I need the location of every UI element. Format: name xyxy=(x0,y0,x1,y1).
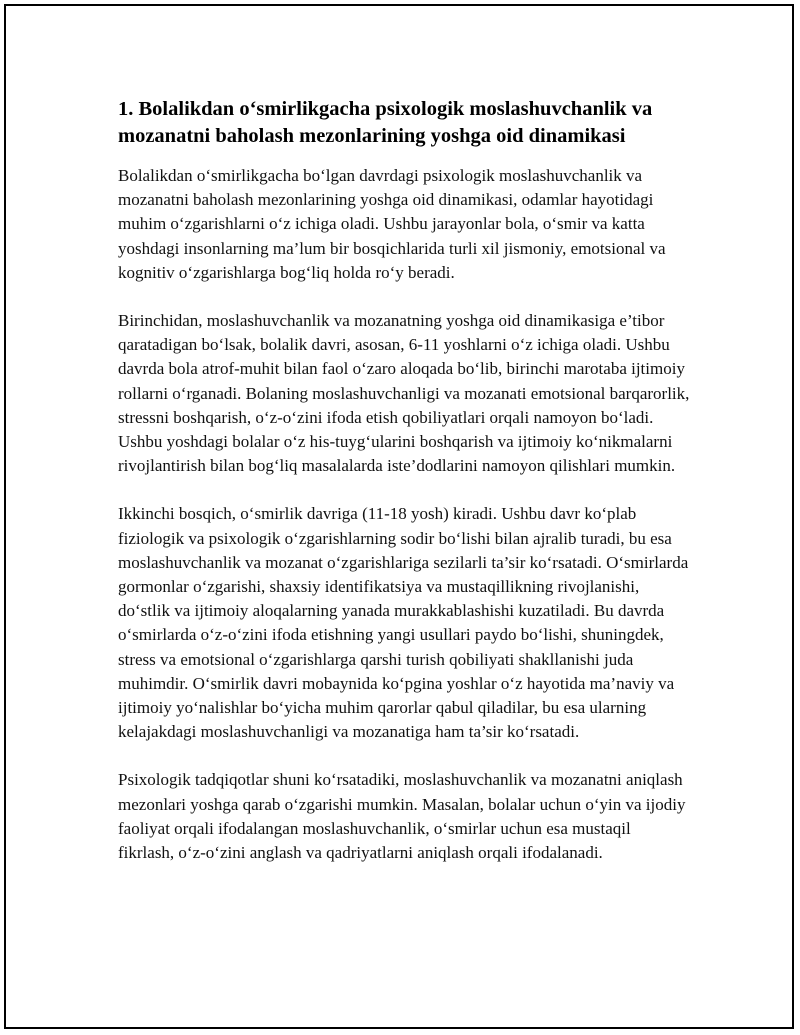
paragraph-research: Psixologik tadqiqotlar shuni ko‘rsatadiki, moslashuvchanlik va mozanatni aniqlash mezonlari yoshga qarab o‘zgarishi mumkin. Masalan, bolalar uchun o‘yin va ijodiy faoliyat orqali ifodalangan moslashuvchanlik, o‘smirlar uchun esa mustaqil fikrlash, o‘z-o‘zini anglash va qadriyatlarni aniqlash orqali ifodalanadi. xyxy=(118,770,686,863)
paragraph-childhood: Birinchidan, moslashuvchanlik va mozanatning yoshga oid dinamikasiga e’tibor qaratadigan bo‘lsak, bolalik davri, asosan, 6-11 yoshlarni o‘z ichiga oladi. Ushbu davrda bola atrof-muhit bilan faol o‘zaro aloqada bo‘lib, birinchi marotaba ijtimoiy rollarni o‘rganadi. Bolaning moslashuvchanligi va mozanati emotsional barqarorlik, stressni boshqarish, o‘z-o‘zini ifoda etish qobiliyatlari orqali namoyon bo‘ladi. Ushbu yoshdagi bolalar o‘z his-tuyg‘ularini boshqarish va ijtimoiy ko‘nikmalarni rivojlantirish bilan bog‘liq masalalarda iste’dodlarini namoyon qilishlari mumkin. xyxy=(118,311,690,476)
section-heading: 1. Bolalikdan o‘smirlikgacha psixologik moslashuvchanlik va mozanatni baholash mezonlarining yoshga oid dinamikasi xyxy=(118,98,653,147)
document-body xyxy=(118,96,690,889)
paragraph-adolescence: Ikkinchi bosqich, o‘smirlik davriga (11-18 yosh) kiradi. Ushbu davr ko‘plab fiziologik va psixologik o‘zgarishlarning sodir bo‘lishi bilan ajralib turadi, bu esa moslashuvchanlik va mozanat o‘zgarishlariga sezilarli ta’sir ko‘rsatadi. O‘smirlarda gormonlar o‘zgarishi, shaxsiy identifikatsiya va mustaqillikning rivojlanishi, do‘stlik va ijtimoiy aloqalarning yanada murakkablashishi kuzatiladi. Bu davrda o‘smirlarda o‘z-o‘zini ifoda etishning yangi usullari paydo bo‘lishi, shuningdek, stress va emotsional o‘zgarishlarga qarshi turish qobiliyati shakllanishi juda muhimdir. O‘smirlik davri mobaynida ko‘pgina yoshlar o‘z hayotida ma’naviy va ijtimoiy yo‘nalishlar bo‘yicha muhim qarorlar qabul qiladilar, bu esa ularning kelajakdagi moslashuvchanligi va mozanatiga ham ta’sir ko‘rsatadi. xyxy=(118,504,689,742)
paragraph-intro: Bolalikdan o‘smirlikgacha bo‘lgan davrdagi psixologik moslashuvchanlik va mozanatni baholash mezonlarining yoshga oid dinamikasi, odamlar hayotidagi muhim o‘zgarishlarni o‘z ichiga oladi. Ushbu jarayonlar bola, o‘smir va katta yoshdagi insonlarning ma’lum bir bosqichlarida turli xil jismoniy, emotsional va kognitiv o‘zgarishlarga bog‘liq holda ro‘y beradi. xyxy=(118,166,666,282)
